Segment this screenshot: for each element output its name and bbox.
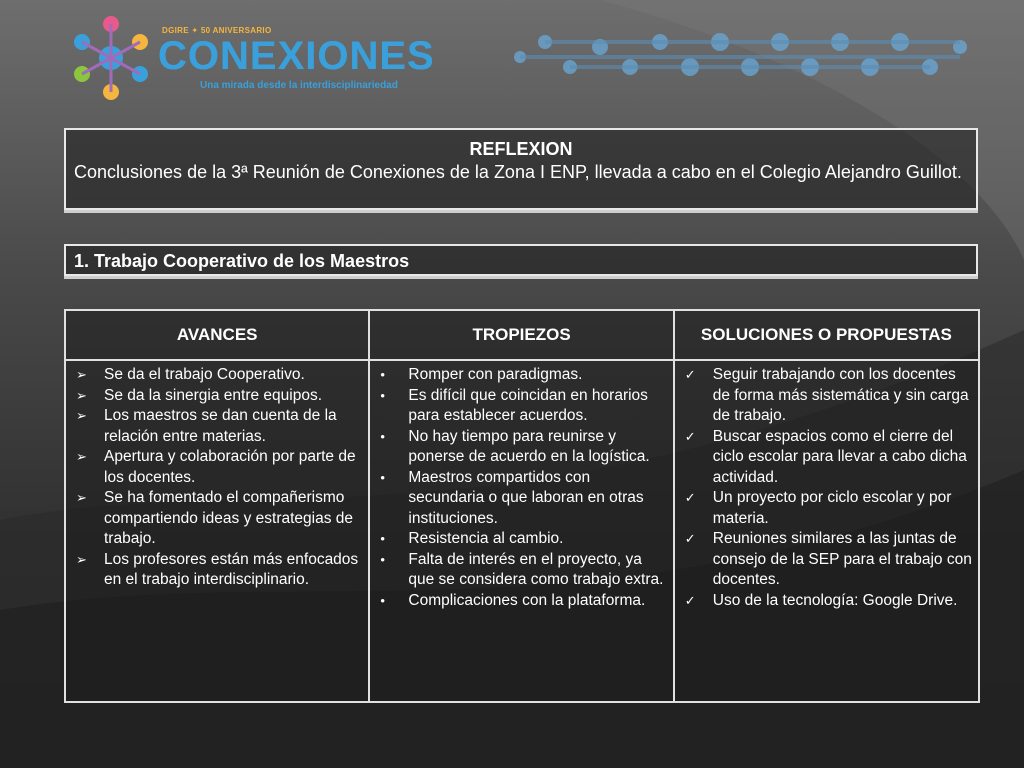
tropiezos-item <box>376 386 666 427</box>
conclusions-table <box>64 309 980 703</box>
bullet-marker: ✓ <box>684 490 696 505</box>
tropiezos-item <box>376 427 666 468</box>
bullet-marker: • <box>380 531 385 546</box>
item-text: Buscar espacios como el cierre del ciclo escolar para llevar a cabo dicha actividad. <box>712 427 967 486</box>
bullet-marker: ✓ <box>684 592 696 608</box>
reflexion-box <box>64 128 978 210</box>
conexiones-logo <box>66 14 435 104</box>
item-text: Un proyecto por ciclo escolar y por materia. <box>712 489 952 527</box>
item-text: Apertura y colaboración por parte de los docentes. <box>104 448 356 486</box>
soluciones-item <box>681 427 972 489</box>
item-text: Complicaciones con la plataforma. <box>408 591 646 609</box>
bullet-marker: • <box>380 428 385 444</box>
avances-item <box>72 365 362 386</box>
soluciones-item <box>681 365 972 427</box>
item-text: Se ha fomentado el compañerismo compartiendo ideas y estrategias de trabajo. <box>104 489 354 547</box>
tropiezos-item <box>376 529 666 550</box>
avances-list <box>72 365 362 591</box>
bullet-marker: ➢ <box>76 387 87 403</box>
bullet-marker: • <box>380 551 385 567</box>
header-avances: AVANCES <box>65 310 369 360</box>
tropiezos-item <box>376 365 666 386</box>
bullet-marker: ➢ <box>76 408 87 423</box>
logo-subtitle: Una mirada desde la interdisciplinariedad <box>200 80 398 91</box>
soluciones-item <box>681 488 972 529</box>
logo-title: CONEXIONES <box>158 34 435 78</box>
tropiezos-item <box>376 468 666 530</box>
bullet-marker: ✓ <box>684 428 696 444</box>
tropiezos-item <box>376 591 666 612</box>
bullet-marker: ➢ <box>76 449 87 464</box>
item-text: Seguir trabajando con los docentes de forma más sistemática y sin carga de trabajo. <box>712 366 969 424</box>
tropiezos-list <box>376 365 666 611</box>
soluciones-list <box>681 365 972 611</box>
bullet-marker: • <box>380 387 385 403</box>
logo-tagline: DGIRE ✦ 50 ANIVERSARIO <box>162 26 272 35</box>
item-text: No hay tiempo para reunirse y ponerse de acuerdo en la logística. <box>408 427 650 465</box>
bullet-marker: • <box>380 592 385 608</box>
avances-item <box>72 386 362 407</box>
tropiezos-item <box>376 550 666 591</box>
item-text: Es difícil que coincidan en horarios para establecer acuerdos. <box>408 386 648 424</box>
bullet-marker: ➢ <box>76 367 87 382</box>
item-text: Maestros compartidos con secundaria o que laboran en otras instituciones. <box>408 468 644 527</box>
item-text: Romper con paradigmas. <box>408 366 583 383</box>
item-text: Se da el trabajo Cooperativo. <box>104 366 305 383</box>
molecule-logo-icon <box>66 14 156 104</box>
bullet-marker: ✓ <box>684 531 696 546</box>
avances-item <box>72 550 362 591</box>
avances-cell <box>65 360 369 702</box>
tropiezos-cell <box>369 360 673 702</box>
item-text: Los maestros se dan cuenta de la relación entre materias. <box>104 407 337 445</box>
avances-item <box>72 406 362 447</box>
item-text: Uso de la tecnología: Google Drive. <box>712 591 958 609</box>
bullet-marker: • <box>380 367 385 382</box>
avances-item <box>72 488 362 550</box>
soluciones-cell <box>674 360 979 702</box>
item-text: Reuniones similares a las juntas de consejo de la SEP para el trabajo con docentes. <box>712 530 972 588</box>
bullet-marker: ➢ <box>76 551 87 567</box>
item-text: Los profesores están más enfocados en el trabajo interdisciplinario. <box>104 550 359 588</box>
soluciones-item <box>681 529 972 591</box>
bullet-marker: • <box>380 469 385 485</box>
header-tropiezos: TROPIEZOS <box>369 310 673 360</box>
soluciones-item <box>681 591 972 612</box>
reflexion-text: Conclusiones de la 3ª Reunión de Conexiones de la Zona I ENP, llevada a cabo en el Colegio Alejandro Guillot. <box>74 162 962 182</box>
item-text: Falta de interés en el proyecto, ya que se considera como trabajo extra. <box>408 550 664 588</box>
item-text: Resistencia al cambio. <box>408 530 564 547</box>
bullet-marker: ✓ <box>684 367 696 382</box>
item-text: Se da la sinergia entre equipos. <box>104 386 323 404</box>
decorative-dots-band <box>500 12 980 102</box>
header-soluciones: SOLUCIONES O PROPUESTAS <box>674 310 979 360</box>
bullet-marker: ➢ <box>76 490 87 505</box>
reflexion-title: REFLEXION <box>469 139 573 159</box>
section-title: 1. Trabajo Cooperativo de los Maestros <box>64 244 978 276</box>
avances-item <box>72 447 362 488</box>
